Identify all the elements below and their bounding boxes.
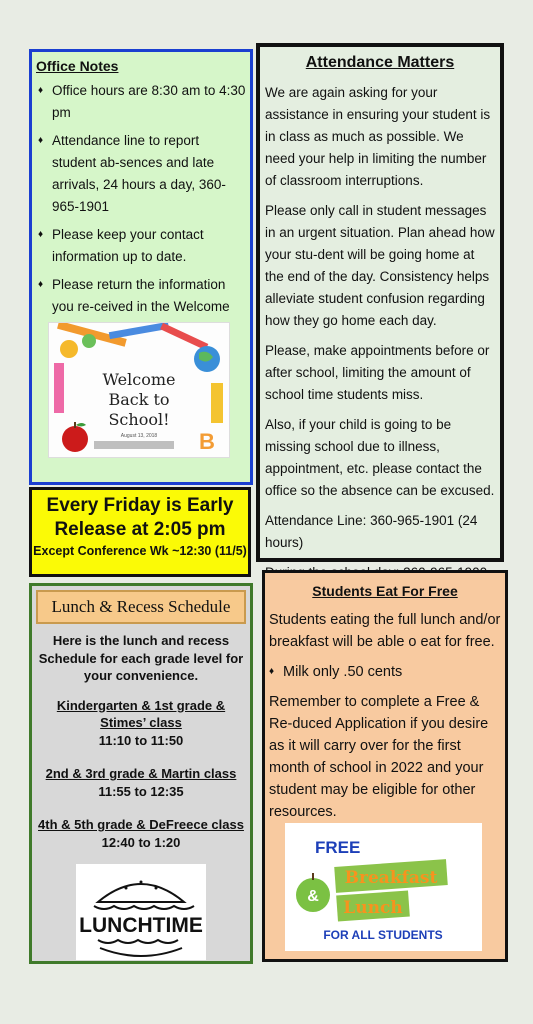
lunch-schedule-panel [29,583,253,964]
eat-free-panel [262,570,508,962]
svg-text:FREE: FREE [315,838,361,857]
attendance-paragraph: Also, if your child is going to be missing school due to illness, appointment, etc. please contact the office so the absence can be excused. [265,417,495,498]
milk-price-text: Milk only .50 cents [283,664,403,680]
lunch-group-grade: 4th & 5th grade & DeFreece class [38,817,244,832]
diamond-bullet-icon: ♦ [38,135,44,146]
attendance-line: Attendance Line: 360-965-1901 (24 hours) [265,513,478,550]
lunchtime-image [76,864,206,960]
svg-text:Welcome: Welcome [102,370,176,389]
lunch-group [38,765,244,800]
list-item [36,224,246,268]
list-item-text: Please return the information you re-ceived in the Welcome [52,277,230,314]
svg-text:Breakfast: Breakfast [344,868,438,888]
list-item [36,80,246,124]
early-release-note: Except Conference Wk ~12:30 (11/5) [33,544,247,558]
list-item [36,130,246,218]
lunch-group-time: 11:10 to 11:50 [98,732,184,748]
attendance-panel [256,43,504,562]
eat-free-title: Students Eat For Free [312,583,458,599]
list-item-text: Attendance line to report student ab-sences and late arrivals, 24 hours a day, 360-965-1901 [52,133,226,214]
diamond-bullet-icon: ♦ [269,666,275,677]
lunch-group-grade: Kindergarten & 1st grade & Stimes’ class [56,697,226,730]
diamond-bullet-icon: ♦ [38,85,44,96]
svg-text:LUNCHTIME: LUNCHTIME [79,914,203,937]
office-notes-panel [29,49,253,485]
welcome-back-image [48,322,230,458]
milk-price [269,661,501,683]
svg-text:FOR ALL STUDENTS: FOR ALL STUDENTS [323,928,443,942]
diamond-bullet-icon: ♦ [38,279,44,290]
eat-free-reminder: Remember to complete a Free & Re-duced Application if you desire as it will carry over for the first month of school in 2022 and your student may be eligible for other resources. [269,694,489,820]
list-item-text: Office hours are 8:30 am to 4:30 pm [52,83,246,120]
lunch-group-time: 12:40 to 1:20 [101,834,181,850]
lunch-group [38,697,244,750]
free-breakfast-lunch-image [285,823,482,951]
early-release-line2: Release at 2:05 pm [54,519,226,540]
attendance-paragraph: We are again asking for your assistance in ensuring your student is in class as much as possible. We need your help in limiting the number of classroom interruptions. [265,85,491,188]
svg-text:B: B [199,429,215,454]
svg-text:Back to: Back to [108,390,170,409]
early-release-panel [29,487,251,577]
svg-text:&: & [307,888,319,905]
attendance-paragraph: Please, make appointments before or after school, limiting the amount of school time students miss. [265,343,490,402]
lunch-intro: Here is the lunch and recess Schedule for each grade level for your convenience. [38,633,244,683]
lunch-group-grade: 2nd & 3rd grade & Martin class [45,766,237,781]
lunch-group-time: 11:55 to 12:35 [98,783,184,799]
eat-free-paragraph: Students eating the full lunch and/or breakfast will be able o eat for free. [269,612,501,650]
lunch-group [38,816,244,851]
diamond-bullet-icon: ♦ [38,229,44,240]
list-item-text: Please keep your contact information up to date. [52,227,204,264]
attendance-paragraph: Please only call in student messages in an urgent situation. Plan ahead how your stu-dent will be going home at the end of the day. Consistency helps alleviate student confusion regarding how they go home each day. [265,203,495,328]
svg-text:School!: School! [108,410,170,429]
attendance-title: Attendance Matters [305,54,455,71]
office-notes-title: Office Notes [36,58,119,74]
office-notes-list [36,80,246,362]
svg-text:August 13, 2018: August 13, 2018 [120,433,158,439]
lunch-schedule-title: Lunch & Recess Schedule [36,590,246,624]
early-release-line1: Every Friday is Early [46,495,234,516]
svg-text:Lunch: Lunch [343,898,403,918]
